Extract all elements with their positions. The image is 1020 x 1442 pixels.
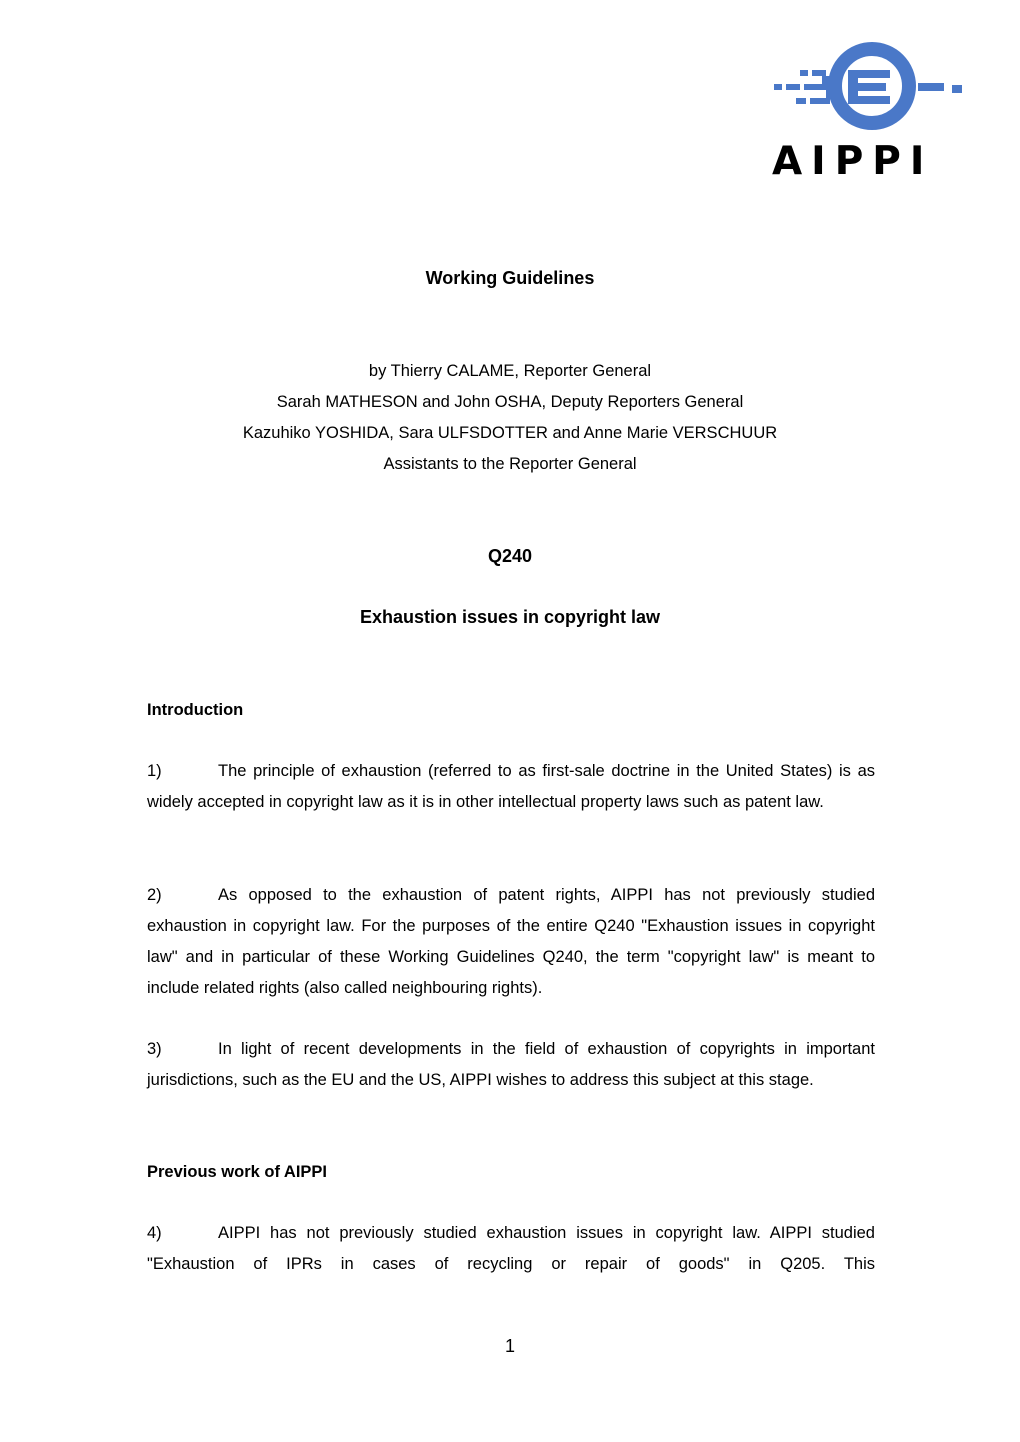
section-heading-introduction: Introduction xyxy=(147,701,244,719)
aippi-logo-icon xyxy=(768,40,968,140)
paragraph-1 xyxy=(147,756,875,818)
author-line: Sarah MATHESON and John OSHA, Deputy Reporters General xyxy=(276,393,744,411)
page-number: 1 xyxy=(504,1336,515,1356)
author-line: Kazuhiko YOSHIDA, Sara ULFSDOTTER and Anne Marie VERSCHUUR xyxy=(242,424,778,442)
paragraph-text: The principle of exhaustion (referred to as first-sale doctrine in the United States) is as widely accepted in copyright law as it is in other intellectual property laws such as patent law. xyxy=(147,762,875,811)
aippi-logo xyxy=(768,40,968,184)
question-title: Exhaustion issues in copyright law xyxy=(359,607,661,627)
paragraph-number: 3) xyxy=(147,1040,162,1058)
author-line: Assistants to the Reporter General xyxy=(383,455,637,473)
section-heading-previous-work: Previous work of AIPPI xyxy=(147,1163,328,1181)
document-title: Working Guidelines xyxy=(425,268,595,288)
paragraph-4 xyxy=(147,1218,875,1280)
paragraph-number: 1) xyxy=(147,762,162,780)
paragraph-number: 2) xyxy=(147,886,162,904)
paragraph-3 xyxy=(147,1034,875,1096)
paragraph-text: In light of recent developments in the field of exhaustion of copyrights in important jurisdictions, such as the EU and the US, AIPPI wishes to address this subject at this stage. xyxy=(147,1040,875,1089)
paragraph-number: 4) xyxy=(147,1224,162,1242)
paragraph-2 xyxy=(147,880,875,1004)
paragraph-text: As opposed to the exhaustion of patent rights, AIPPI has not previously studied exhaustion in copyright law. For the purposes of the entire Q240 "Exhaustion issues in copyright law" and in particular of these Working Guidelines Q240, the term "copyright law" is meant to include related rights (also called neighbouring rights). xyxy=(147,886,875,997)
question-number: Q240 xyxy=(487,546,533,566)
author-line: by Thierry CALAME, Reporter General xyxy=(368,362,652,380)
logo-text: AIPPI xyxy=(772,139,934,184)
paragraph-text: AIPPI has not previously studied exhaustion issues in copyright law. AIPPI studied "Exhaustion of IPRs in cases of recycling or repair of goods" in Q205. This xyxy=(147,1224,875,1273)
